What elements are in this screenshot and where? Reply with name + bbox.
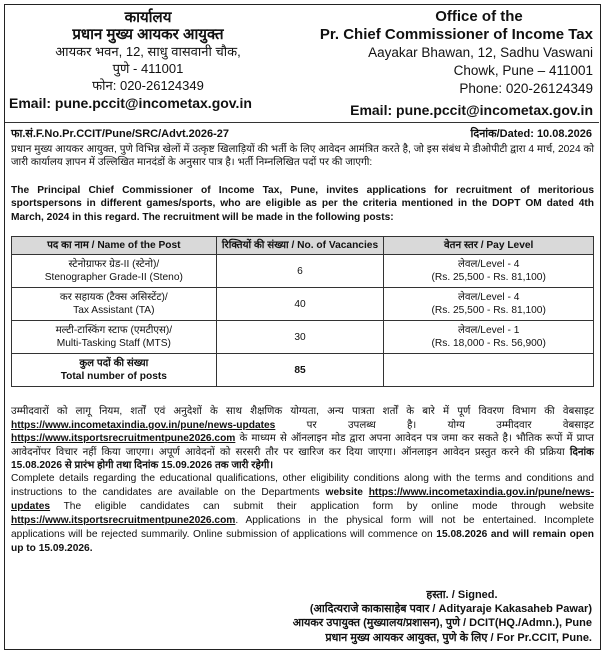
total-value: 85: [216, 354, 384, 387]
letterhead-hindi: [9, 9, 283, 112]
dated: दिनांक/Dated: 10.08.2026: [470, 128, 592, 140]
pay-range: (Rs. 25,500 - Rs. 81,100): [431, 305, 546, 316]
phone-english: Phone: 020-26124349: [459, 81, 593, 96]
letterhead: [5, 5, 599, 121]
pay-cell: [384, 288, 594, 321]
letterhead-english: [305, 8, 593, 119]
news-updates-link-english[interactable]: https://www.incometaxindia.gov.in/pune/news-updates: [11, 487, 594, 512]
phone-hindi: फोन: 020-26124349: [92, 78, 204, 93]
address-line1-english: Aayakar Bhawan, 12, Sadhu Vaswani: [368, 45, 593, 60]
table-row: [12, 288, 594, 321]
total-label-hindi: कुल पदों की संख्या: [79, 358, 149, 369]
table-row: [12, 321, 594, 354]
signature-block: [172, 588, 592, 645]
pay-level: लेवल/Level - 1: [457, 325, 520, 336]
address-line2-english: Chowk, Pune – 411001: [453, 63, 593, 78]
address-line2-hindi: पुणे - 411001: [112, 61, 184, 76]
table-header-row: [12, 237, 594, 255]
post-cell: [12, 321, 217, 354]
header-pay-level: वेतन स्तर / Pay Level: [384, 237, 594, 255]
details-text-english-b: The eligible candidates can submit their application form by online mode through website: [63, 501, 595, 512]
office-subtitle-english: Pr. Chief Commissioner of Income Tax: [319, 26, 593, 43]
office-subtitle-hindi: प्रधान मुख्य आयकर आयुक्त: [72, 26, 224, 43]
details-text-hindi-a: उम्मीदवारों को लागू नियम, शर्तों एवं अनुदेशों के साथ शैक्षणिक योग्यता, अन्य पात्रता शर्तों के बारे में पूर्ण विवरण विभाग की वेबसाइट: [11, 406, 594, 417]
details-text-english-a: Complete details regarding the educational qualifications, other eligibility conditions along with the terms and conditions and instructions to the candidates are available on the Departments: [11, 473, 594, 498]
total-empty-cell: [384, 354, 594, 387]
pay-cell: [384, 321, 594, 354]
signatory-name: (आदित्यराजे काकासाहेब पवार / Adityaraje Kakasaheb Pawar): [309, 603, 592, 616]
vacancies-cell: 30: [216, 321, 384, 354]
details-text-english-c: . Applications in the physical form will not be entertained. Incomplete applications will be rejected summarily. Online submission of applications will commence on: [11, 515, 594, 540]
website-label: website: [325, 487, 363, 498]
post-name-hindi: स्टेनोग्राफर ग्रेड-II (स्टेनो)/: [68, 259, 160, 270]
header-post: पद का नाम / Name of the Post: [12, 237, 217, 255]
post-name-english: Tax Assistant (TA): [73, 305, 155, 316]
pay-level: लेवल/Level - 4: [457, 259, 520, 270]
vacancies-cell: 40: [216, 288, 384, 321]
pay-range: (Rs. 25,500 - Rs. 81,100): [431, 272, 546, 283]
pay-level: लेवल/Level - 4: [457, 292, 520, 303]
details-text-hindi-b: पर उपलब्ध है। योग्य उम्मीदवार वेबसाइट: [306, 419, 594, 431]
post-cell: [12, 288, 217, 321]
post-name-english: Multi-Tasking Staff (MTS): [56, 338, 171, 349]
total-row: [12, 354, 594, 387]
email-hindi: Email: pune.pccit@incometax.gov.in: [9, 95, 252, 111]
details-paragraph-english: [11, 472, 594, 556]
post-name-english: Stenographer Grade-II (Steno): [44, 272, 183, 283]
file-number: फा.सं.F.No.Pr.CCIT/Pune/SRC/Advt.2026-27: [11, 128, 230, 140]
signed-label: हस्ता. / Signed.: [426, 589, 498, 601]
advertisement-document: [4, 4, 601, 650]
recruitment-site-link-hindi[interactable]: https://www.itsportsrecruitmentpune2026.com: [11, 433, 236, 445]
application-dates-hindi: दिनांक 15.08.2026 से प्रारंभ होगी तथा दिनांक 15.09.2026 तक जारी रहेगी।: [11, 446, 594, 472]
intro-paragraph-hindi: प्रधान मुख्य आयकर आयुक्त, पुणे विभिन्न खेलों में उत्कृष्ट खिलाड़ियों की भर्ती के लिए आवेदन आमंत्रित करते है, जो इस संबंध मे डीओपीटी द्वारा 4 मार्च, 2024 को जारी कार्यालय ज्ञापन में उल्लिखित मानदंडों के अनुसार पात्र है। भर्ती निम्नलिखित पदों पर की जाएगी:: [11, 144, 594, 169]
post-name-hindi: कर सहायक (टैक्स असिस्टेंट)/: [59, 292, 168, 303]
signatory-designation: आयकर उपायुक्त (मुख्यालय/प्रशासन), पुणे / DCIT(HQ./Admn.), Pune: [292, 617, 592, 630]
details-text-hindi-c: के माध्यम से ऑनलाइन मोड द्वारा अपना आवेदन पत्र जमा कर सकते है। भौतिक रूपों में प्राप्त आवेदनोंपर विचार नहीं किया जाएगा। अपूर्ण आवेदनों को सरसरी तौर पर खारिज कर दिया जाएगा। ऑनलाइन आवेदन प्रस्तुत करने की प्रक्रिया: [11, 433, 594, 458]
office-title-hindi: कार्यालय: [124, 9, 172, 26]
header-divider: [5, 122, 599, 123]
intro-paragraph-english: The Principal Chief Commissioner of Income Tax, Pune, invites applications for recruitment of meritorious sportspersons in different games/sports, who are eligible as per the criteria mentioned in the DOPT OM dated 4th March, 2024 in this regard. The recruitment will be made in the following posts:: [11, 185, 594, 223]
table-row: [12, 255, 594, 288]
total-label-cell: [12, 354, 217, 387]
pay-range: (Rs. 18,000 - Rs. 56,900): [431, 338, 546, 349]
email-english: Email: pune.pccit@incometax.gov.in: [350, 102, 593, 118]
pay-cell: [384, 255, 594, 288]
vacancy-table: [11, 236, 594, 387]
address-line1-hindi: आयकर भवन, 12, साधु वासवानी चौक,: [55, 44, 241, 59]
header-vacancies: रिक्तियों की संख्या / No. of Vacancies: [216, 237, 384, 255]
application-dates-english: 15.08.2026 and will remain open up to 15.09.2026.: [11, 529, 594, 554]
vacancies-cell: 6: [216, 255, 384, 288]
recruitment-site-link-english[interactable]: https://www.itsportsrecruitmentpune2026.com: [11, 515, 236, 526]
post-cell: [12, 255, 217, 288]
office-title-english: Office of the: [435, 8, 523, 25]
details-paragraph-hindi: [11, 405, 594, 473]
signatory-for: प्रधान मुख्य आयकर आयुक्त, पुणे के लिए / For Pr.CCIT, Pune.: [325, 631, 592, 644]
news-updates-link-hindi[interactable]: https://www.incometaxindia.gov.in/pune/news-updates: [11, 419, 276, 431]
post-name-hindi: मल्टी-टास्किंग स्टाफ (एमटीएस)/: [55, 325, 173, 336]
total-label-english: Total number of posts: [60, 371, 167, 382]
